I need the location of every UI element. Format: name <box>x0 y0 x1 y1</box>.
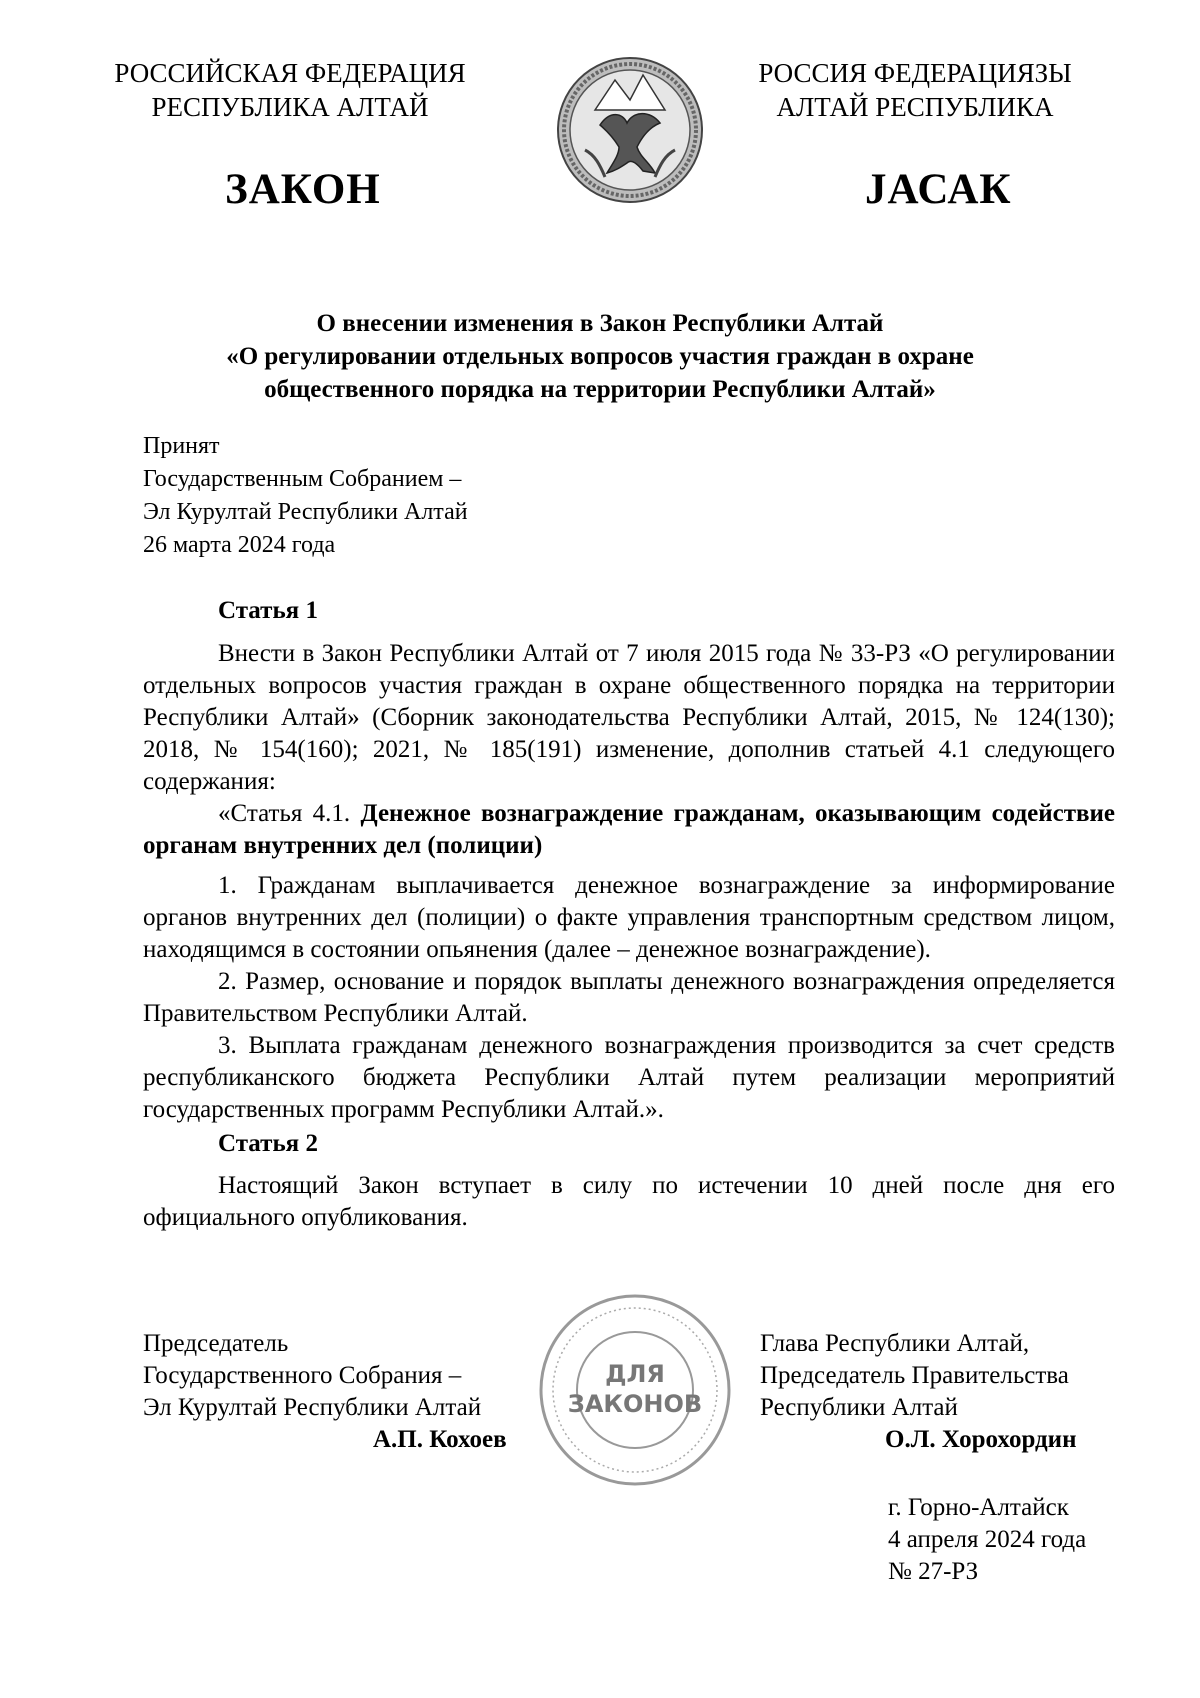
header-left-line1: РОССИЙСКАЯ ФЕДЕРАЦИЯ <box>114 58 466 88</box>
adopted-block <box>143 430 468 562</box>
stamp-seal <box>535 1290 735 1490</box>
document-title <box>140 307 1060 406</box>
article41-item3: 3. Выплата гражданам денежного вознаграждения производится за счет средств республиканского бюджета Республики Алтай путем реализации мероприятий государственных программ Республики Алтай.». <box>143 1032 1115 1123</box>
adopted-line3: Эл Курултай Республики Алтай <box>143 499 468 525</box>
stamp-line2: ЗАКОНОВ <box>567 1390 703 1418</box>
article41-item2: 2. Размер, основание и порядок выплаты денежного вознаграждения определяется Правительством Республики Алтай. <box>143 968 1115 1027</box>
header-right-line1: РОССИЯ ФЕДЕРАЦИЯЗЫ <box>758 58 1072 88</box>
issue-city: г. Горно-Алтайск <box>888 1494 1069 1521</box>
article1-intro: Внести в Закон Республики Алтай от 7 июля 2015 года № 33-РЗ «О регулировании отдельных вопросов участия граждан в охране общественного порядка на территории Республики Алтай» (Сборник законодательства Республики Алтай, 2015, № 124(130); 2018, № 154(160); 2021, № 185(191) изменение, дополнив статьей 4.1 следующего содержания: <box>143 640 1115 795</box>
article41-prefix: «Статья 4.1. <box>218 800 351 827</box>
header-right-line2: АЛТАЙ РЕСПУБЛИКА <box>776 92 1054 122</box>
article41-title: Денежное вознаграждение гражданам, оказывающим содействие органам внутренних дел (полиции) <box>143 800 1115 859</box>
signature-left-line1: Председатель <box>143 1330 289 1357</box>
article2-text: Настоящий Закон вступает в силу по истечении 10 дней после дня его официального опубликования. <box>143 1172 1115 1231</box>
signature-left-line2: Государственного Собрания – <box>143 1362 462 1389</box>
coat-of-arms-emblem <box>555 55 705 205</box>
article41-item1: 1. Гражданам выплачивается денежное вознаграждение за информирование органов внутренних дел (полиции) о факте управления транспортным средством лицом, находящимся в состоянии опьянения (далее – денежное вознаграждение). <box>143 872 1115 963</box>
adopted-line2: Государственным Собранием – <box>143 466 462 492</box>
signature-left <box>143 1328 507 1456</box>
signature-right <box>760 1328 1076 1456</box>
signature-left-line3: Эл Курултай Республики Алтай <box>143 1394 482 1421</box>
adopted-line1: Принят <box>143 433 220 459</box>
header-left <box>95 56 485 124</box>
signature-right-line2: Председатель Правительства <box>760 1362 1069 1389</box>
adopted-date: 26 марта 2024 года <box>143 532 336 558</box>
article2-heading: Статья 2 <box>218 1130 318 1157</box>
title-jasak: JАСАК <box>865 166 1012 213</box>
issue-number: № 27-РЗ <box>888 1558 979 1585</box>
header-left-line2: РЕСПУБЛИКА АЛТАЙ <box>151 92 429 122</box>
article41-heading <box>143 798 1115 862</box>
title-line3: общественного порядка на территории Республики Алтай» <box>264 376 936 403</box>
stamp-line1: ДЛЯ <box>605 1360 665 1388</box>
title-zakon: ЗАКОН <box>225 166 381 213</box>
signature-right-name: О.Л. Хорохордин <box>885 1426 1077 1453</box>
title-line1: О внесении изменения в Закон Республики Алтай <box>316 310 884 337</box>
issue-details <box>888 1492 1086 1588</box>
header-right <box>735 56 1095 124</box>
title-line2: «О регулировании отдельных вопросов участия граждан в охране <box>226 343 974 370</box>
signature-right-line1: Глава Республики Алтай, <box>760 1330 1030 1357</box>
article1-heading: Статья 1 <box>218 597 318 624</box>
signature-right-line3: Республики Алтай <box>760 1394 958 1421</box>
issue-date: 4 апреля 2024 года <box>888 1526 1087 1553</box>
signature-left-name: А.П. Кохоев <box>373 1426 507 1453</box>
